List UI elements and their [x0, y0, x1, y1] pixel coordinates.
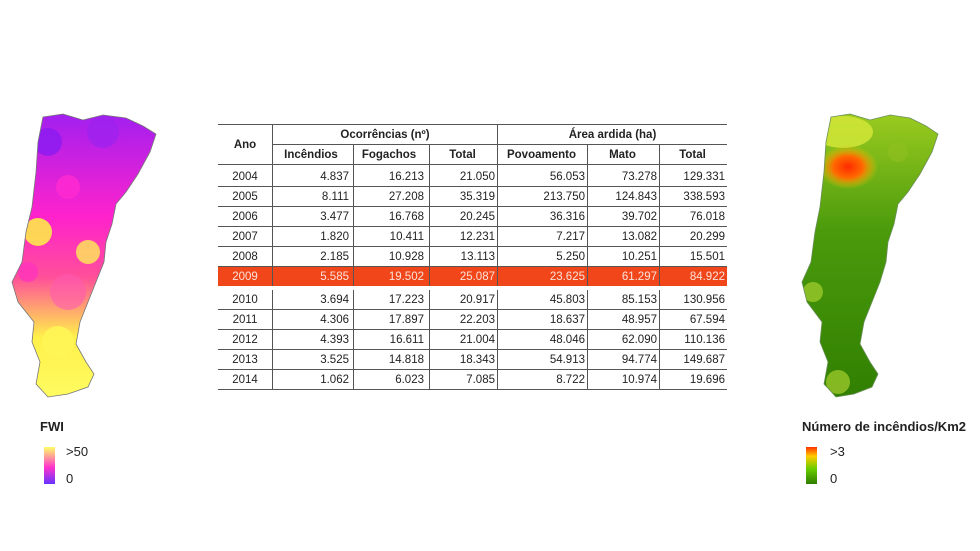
cell-year: 2012 [218, 330, 273, 350]
fwi-legend-max: >50 [66, 444, 89, 459]
cell-year: 2007 [218, 227, 273, 247]
header-total: Total [430, 145, 498, 165]
cell-small-fires: 19.502 [354, 267, 430, 287]
cell-total-area: 84.922 [660, 267, 728, 287]
cell-fires: 1.062 [273, 370, 354, 390]
cell-year: 2005 [218, 187, 273, 207]
cell-settlement: 7.217 [498, 227, 588, 247]
cell-settlement: 45.803 [498, 290, 588, 310]
cell-scrub: 94.774 [588, 350, 660, 370]
cell-total-area: 20.299 [660, 227, 728, 247]
cell-fires: 5.585 [273, 267, 354, 287]
cell-total-area: 129.331 [660, 165, 728, 187]
cell-scrub: 48.957 [588, 310, 660, 330]
table-row [218, 290, 727, 310]
table-row [218, 330, 727, 350]
cell-settlement: 36.316 [498, 207, 588, 227]
header-fires: Incêndios [273, 145, 354, 165]
table-row [218, 310, 727, 330]
fires-legend-bar [806, 447, 817, 484]
cell-scrub: 73.278 [588, 165, 660, 187]
cell-fires: 3.694 [273, 290, 354, 310]
cell-small-fires: 16.768 [354, 207, 430, 227]
cell-scrub: 124.843 [588, 187, 660, 207]
header-small-fires: Fogachos [354, 145, 430, 165]
cell-settlement: 18.637 [498, 310, 588, 330]
cell-small-fires: 16.611 [354, 330, 430, 350]
cell-total-area: 15.501 [660, 247, 728, 267]
cell-total: 20.917 [430, 290, 498, 310]
cell-settlement: 48.046 [498, 330, 588, 350]
cell-settlement: 213.750 [498, 187, 588, 207]
fwi-legend-title: FWI [40, 419, 64, 434]
header-year: Ano [218, 125, 273, 165]
cell-total-area: 338.593 [660, 187, 728, 207]
cell-total-area: 67.594 [660, 310, 728, 330]
cell-scrub: 62.090 [588, 330, 660, 350]
cell-small-fires: 10.928 [354, 247, 430, 267]
fires-legend-title: Número de incêndios/Km2 [802, 419, 966, 434]
cell-small-fires: 14.818 [354, 350, 430, 370]
cell-fires: 3.525 [273, 350, 354, 370]
table-row [218, 187, 727, 207]
cell-scrub: 13.082 [588, 227, 660, 247]
fires-density-map [798, 112, 948, 412]
cell-small-fires: 27.208 [354, 187, 430, 207]
cell-fires: 1.820 [273, 227, 354, 247]
table-row [218, 350, 727, 370]
cell-total: 20.245 [430, 207, 498, 227]
cell-fires: 4.393 [273, 330, 354, 350]
cell-year: 2009 [218, 267, 273, 287]
cell-year: 2006 [218, 207, 273, 227]
cell-total: 13.113 [430, 247, 498, 267]
cell-fires: 4.306 [273, 310, 354, 330]
cell-small-fires: 16.213 [354, 165, 430, 187]
cell-small-fires: 17.897 [354, 310, 430, 330]
table-row [218, 207, 727, 227]
cell-scrub: 85.153 [588, 290, 660, 310]
cell-year: 2004 [218, 165, 273, 187]
cell-settlement: 8.722 [498, 370, 588, 390]
cell-year: 2008 [218, 247, 273, 267]
cell-scrub: 61.297 [588, 267, 660, 287]
table-row-highlighted [218, 267, 727, 287]
cell-total-area: 110.136 [660, 330, 728, 350]
cell-total-area: 130.956 [660, 290, 728, 310]
table-row [218, 247, 727, 267]
cell-year: 2013 [218, 350, 273, 370]
cell-total: 25.087 [430, 267, 498, 287]
header-settlement: Povoamento [498, 145, 588, 165]
table-row [218, 227, 727, 247]
cell-settlement: 23.625 [498, 267, 588, 287]
cell-total: 7.085 [430, 370, 498, 390]
table-row [218, 165, 727, 187]
cell-small-fires: 10.411 [354, 227, 430, 247]
cell-total: 35.319 [430, 187, 498, 207]
header-scrub: Mato [588, 145, 660, 165]
fwi-legend-bar [44, 447, 55, 484]
cell-total-area: 19.696 [660, 370, 728, 390]
cell-total: 21.004 [430, 330, 498, 350]
fires-legend-max: >3 [830, 444, 845, 459]
fires-legend-min: 0 [830, 471, 838, 486]
fwi-legend-min: 0 [66, 471, 74, 486]
cell-small-fires: 6.023 [354, 370, 430, 390]
cell-fires: 8.111 [273, 187, 354, 207]
cell-scrub: 10.974 [588, 370, 660, 390]
cell-small-fires: 17.223 [354, 290, 430, 310]
cell-fires: 4.837 [273, 165, 354, 187]
cell-total: 12.231 [430, 227, 498, 247]
cell-fires: 2.185 [273, 247, 354, 267]
fwi-map [8, 112, 168, 412]
header-burned-area: Área ardida (ha) [498, 125, 728, 145]
cell-year: 2011 [218, 310, 273, 330]
cell-settlement: 54.913 [498, 350, 588, 370]
cell-settlement: 56.053 [498, 165, 588, 187]
cell-scrub: 39.702 [588, 207, 660, 227]
cell-settlement: 5.250 [498, 247, 588, 267]
table-row [218, 370, 727, 390]
cell-scrub: 10.251 [588, 247, 660, 267]
cell-total: 18.343 [430, 350, 498, 370]
fire-stats-table [218, 124, 727, 390]
cell-year: 2010 [218, 290, 273, 310]
cell-total-area: 76.018 [660, 207, 728, 227]
cell-fires: 3.477 [273, 207, 354, 227]
header-total-area: Total [660, 145, 728, 165]
cell-total: 22.203 [430, 310, 498, 330]
header-occurrences: Ocorrências (nº) [273, 125, 498, 145]
cell-total: 21.050 [430, 165, 498, 187]
cell-total-area: 149.687 [660, 350, 728, 370]
cell-year: 2014 [218, 370, 273, 390]
